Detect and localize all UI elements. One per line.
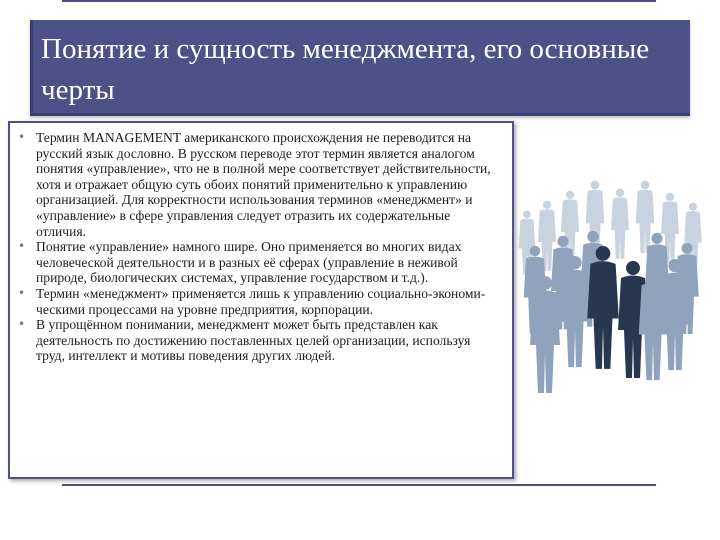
bullet-item: [18, 239, 502, 286]
bullet-text: Термин MANAGEMENT американского происхождения не переводится на русский язык дословно. В русском переводе этот термин является аналогом понятия «управление», что не в полной мере соответствует действительности, хотя и отражает общую суть обоих понятий применительно к управлению организацией. Для корректности использования терминов «менеджмент» и «управление» в сфере управления следует отразить их содержательные отличия.: [36, 130, 491, 239]
content-panel: [8, 121, 514, 479]
person-silhouette: [530, 276, 560, 393]
person-silhouette: [587, 246, 619, 369]
crowd-of-business-people-icon: [515, 150, 715, 400]
title-banner: [30, 20, 690, 116]
bottom-accent-line: [62, 484, 656, 486]
bullet-list: [18, 130, 502, 364]
bullet-dot-icon: •: [18, 239, 26, 254]
bullet-text: Термин «менеджмент» применяется лишь к управлению социально-экономи-ческими процессами на уровне предприятия, корпорации.: [36, 285, 486, 317]
person-silhouette: [636, 181, 655, 254]
person-silhouette: [611, 189, 629, 259]
person-silhouette: [561, 256, 590, 367]
bullet-text: В упрощённом понимании, менеджмент может быть представлен как деятельность по достижению поставленных целей организации, используя труд, интеллект и мотивы поведения других людей.: [36, 317, 471, 364]
bullet-text: Понятие «управление» намного шире. Оно применяется во многих видах человеческой деятельности и в разных её сферах (управление в неживой природе, биологических системах, управление государством и т.д.).: [36, 239, 462, 286]
bullet-dot-icon: •: [18, 130, 26, 144]
bullet-item: [18, 317, 502, 364]
person-silhouette: [639, 269, 668, 380]
slide-title: Понятие и сущность менеджмента, его основные черты: [41, 33, 650, 106]
bullet-item: [18, 130, 502, 239]
bullet-dot-icon: •: [18, 317, 26, 332]
top-accent-line: [62, 0, 656, 2]
bullet-item: [18, 285, 502, 317]
bullet-dot-icon: •: [18, 285, 26, 300]
person-silhouette: [586, 181, 605, 254]
